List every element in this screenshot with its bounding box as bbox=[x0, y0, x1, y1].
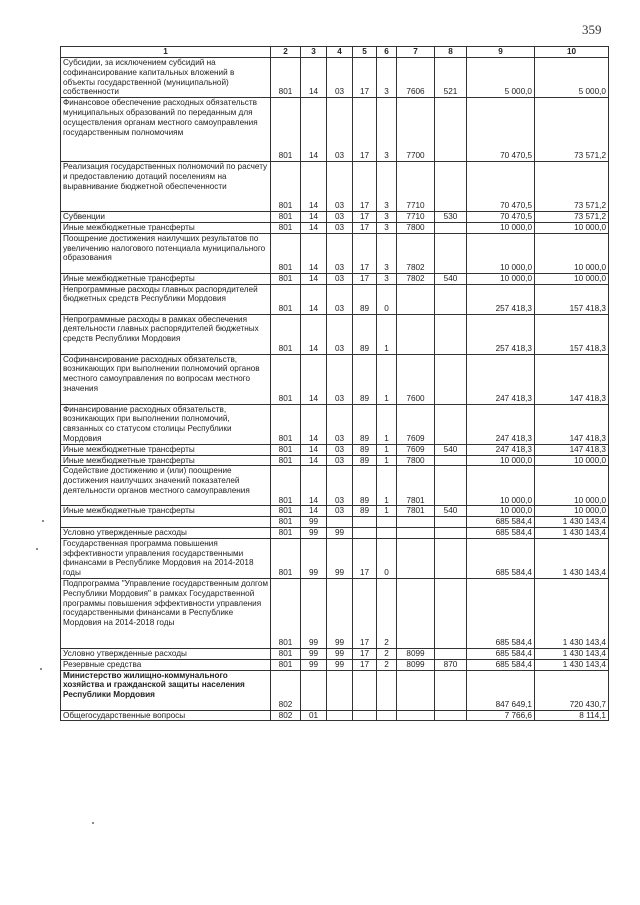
amount-cell: 10 000,0 bbox=[535, 233, 609, 273]
code-cell: 89 bbox=[353, 284, 377, 314]
amount-cell: 10 000,0 bbox=[535, 506, 609, 517]
table-row bbox=[61, 517, 609, 528]
code-cell bbox=[435, 578, 467, 648]
code-cell: 3 bbox=[377, 212, 397, 223]
row-name-cell: Непрограммные расходы главных распорядителей бюджетных средств Республики Мордовия bbox=[61, 284, 271, 314]
code-cell: 801 bbox=[271, 273, 301, 284]
row-name-cell bbox=[61, 517, 271, 528]
code-cell: 0 bbox=[377, 538, 397, 578]
row-name-cell: Непрограммные расходы в рамках обеспечения деятельности главных распорядителей бюджетных средств Республики Мордовия bbox=[61, 314, 271, 354]
code-cell bbox=[435, 222, 467, 233]
table-row bbox=[61, 233, 609, 273]
code-cell: 0 bbox=[377, 284, 397, 314]
row-name-cell: Иные межбюджетные трансферты bbox=[61, 273, 271, 284]
code-cell: 03 bbox=[327, 455, 353, 466]
code-cell: 03 bbox=[327, 222, 353, 233]
row-name-cell: Государственная программа повышения эффективности управления государственными финансами в Республике Мордовия на 2014-2018 годы bbox=[61, 538, 271, 578]
table-row bbox=[61, 648, 609, 659]
code-cell: 99 bbox=[301, 527, 327, 538]
table-row bbox=[61, 212, 609, 223]
code-cell: 3 bbox=[377, 273, 397, 284]
code-cell: 802 bbox=[271, 670, 301, 710]
table-row bbox=[61, 455, 609, 466]
code-cell: 17 bbox=[353, 659, 377, 670]
column-header: 2 bbox=[271, 47, 301, 58]
code-cell: 89 bbox=[353, 404, 377, 444]
amount-cell: 157 418,3 bbox=[535, 284, 609, 314]
code-cell: 1 bbox=[377, 404, 397, 444]
code-cell: 8099 bbox=[397, 659, 435, 670]
code-cell: 530 bbox=[435, 212, 467, 223]
amount-cell: 10 000,0 bbox=[535, 222, 609, 233]
amount-cell: 1 430 143,4 bbox=[535, 648, 609, 659]
code-cell bbox=[435, 670, 467, 710]
row-name-cell: Содействие достижению и (или) поощрение достижения наилучших значений показателей деятельности органов местного самоуправления bbox=[61, 466, 271, 506]
code-cell: 3 bbox=[377, 233, 397, 273]
code-cell: 1 bbox=[377, 314, 397, 354]
row-name-cell: Финансирование расходных обязательств, возникающих при выполнении полномочий, связанных со статусом столицы Республики Мордовия bbox=[61, 404, 271, 444]
code-cell bbox=[377, 670, 397, 710]
code-cell bbox=[435, 466, 467, 506]
row-name-cell: Финансовое обеспечение расходных обязательств муниципальных образований по переданным для осуществления органам местного самоуправления государственным полномочиям bbox=[61, 98, 271, 162]
code-cell: 14 bbox=[301, 273, 327, 284]
code-cell: 540 bbox=[435, 444, 467, 455]
row-name-cell: Подпрограмма "Управление государственным долгом Республики Мордовия" в рамках Государственной программы повышения эффективности управления государственными финансами в Республике Мордовия на 2014-2018 годы bbox=[61, 578, 271, 648]
code-cell: 7606 bbox=[397, 58, 435, 98]
code-cell: 99 bbox=[301, 659, 327, 670]
code-cell: 99 bbox=[301, 578, 327, 648]
code-cell: 801 bbox=[271, 284, 301, 314]
code-cell: 89 bbox=[353, 506, 377, 517]
amount-cell: 685 584,4 bbox=[467, 517, 535, 528]
code-cell: 7801 bbox=[397, 466, 435, 506]
table-row bbox=[61, 670, 609, 710]
code-cell: 14 bbox=[301, 284, 327, 314]
code-cell: 03 bbox=[327, 58, 353, 98]
code-cell: 01 bbox=[301, 710, 327, 721]
amount-cell: 10 000,0 bbox=[467, 455, 535, 466]
amount-cell: 70 470,5 bbox=[467, 162, 535, 212]
row-name-cell: Иные межбюджетные трансферты bbox=[61, 222, 271, 233]
code-cell: 870 bbox=[435, 659, 467, 670]
code-cell: 3 bbox=[377, 222, 397, 233]
row-name-cell: Софинансирование расходных обязательств, возникающих при выполнении полномочий органов местного самоуправления по вопросам местного значения bbox=[61, 354, 271, 404]
code-cell: 17 bbox=[353, 233, 377, 273]
amount-cell: 10 000,0 bbox=[467, 233, 535, 273]
column-header: 4 bbox=[327, 47, 353, 58]
table-row bbox=[61, 58, 609, 98]
code-cell: 7802 bbox=[397, 233, 435, 273]
code-cell: 801 bbox=[271, 538, 301, 578]
code-cell bbox=[353, 527, 377, 538]
code-cell: 03 bbox=[327, 233, 353, 273]
amount-cell: 247 418,3 bbox=[467, 404, 535, 444]
code-cell: 801 bbox=[271, 162, 301, 212]
code-cell: 3 bbox=[377, 162, 397, 212]
code-cell bbox=[435, 314, 467, 354]
code-cell: 3 bbox=[377, 98, 397, 162]
code-cell: 17 bbox=[353, 578, 377, 648]
code-cell: 8099 bbox=[397, 648, 435, 659]
amount-cell: 10 000,0 bbox=[535, 466, 609, 506]
table-row bbox=[61, 444, 609, 455]
scan-speck bbox=[42, 520, 44, 522]
table-row bbox=[61, 98, 609, 162]
code-cell: 14 bbox=[301, 506, 327, 517]
code-cell: 7801 bbox=[397, 506, 435, 517]
code-cell: 17 bbox=[353, 538, 377, 578]
amount-cell: 10 000,0 bbox=[467, 273, 535, 284]
row-name-cell: Министерство жилищно-коммунального хозяйства и гражданской защиты населения Республики Мордовия bbox=[61, 670, 271, 710]
code-cell bbox=[397, 710, 435, 721]
code-cell bbox=[327, 517, 353, 528]
code-cell bbox=[301, 670, 327, 710]
code-cell: 17 bbox=[353, 273, 377, 284]
amount-cell: 685 584,4 bbox=[467, 527, 535, 538]
code-cell: 801 bbox=[271, 222, 301, 233]
code-cell bbox=[377, 710, 397, 721]
code-cell: 540 bbox=[435, 273, 467, 284]
table-row bbox=[61, 538, 609, 578]
code-cell bbox=[435, 284, 467, 314]
code-cell bbox=[435, 233, 467, 273]
code-cell: 1 bbox=[377, 506, 397, 517]
code-cell bbox=[435, 517, 467, 528]
code-cell: 801 bbox=[271, 444, 301, 455]
amount-cell: 685 584,4 bbox=[467, 659, 535, 670]
code-cell: 2 bbox=[377, 648, 397, 659]
amount-cell: 73 571,2 bbox=[535, 162, 609, 212]
amount-cell: 147 418,3 bbox=[535, 404, 609, 444]
code-cell: 801 bbox=[271, 354, 301, 404]
row-name-cell: Условно утвержденные расходы bbox=[61, 527, 271, 538]
code-cell bbox=[377, 517, 397, 528]
amount-cell: 5 000,0 bbox=[535, 58, 609, 98]
code-cell: 99 bbox=[327, 659, 353, 670]
code-cell: 801 bbox=[271, 98, 301, 162]
table-row bbox=[61, 710, 609, 721]
row-name-cell: Общегосударственные вопросы bbox=[61, 710, 271, 721]
amount-cell: 1 430 143,4 bbox=[535, 538, 609, 578]
code-cell: 7600 bbox=[397, 354, 435, 404]
code-cell bbox=[435, 98, 467, 162]
column-header: 6 bbox=[377, 47, 397, 58]
amount-cell: 247 418,3 bbox=[467, 444, 535, 455]
amount-cell: 147 418,3 bbox=[535, 354, 609, 404]
column-header: 8 bbox=[435, 47, 467, 58]
amount-cell: 10 000,0 bbox=[467, 506, 535, 517]
code-cell bbox=[353, 517, 377, 528]
code-cell bbox=[435, 162, 467, 212]
code-cell: 14 bbox=[301, 455, 327, 466]
code-cell: 7800 bbox=[397, 455, 435, 466]
table-row bbox=[61, 162, 609, 212]
row-name-cell: Иные межбюджетные трансферты bbox=[61, 455, 271, 466]
code-cell: 801 bbox=[271, 648, 301, 659]
amount-cell: 73 571,2 bbox=[535, 98, 609, 162]
amount-cell: 7 766,6 bbox=[467, 710, 535, 721]
code-cell: 99 bbox=[301, 538, 327, 578]
code-cell bbox=[353, 670, 377, 710]
code-cell: 14 bbox=[301, 354, 327, 404]
code-cell: 17 bbox=[353, 58, 377, 98]
budget-table-body bbox=[61, 47, 609, 721]
code-cell: 14 bbox=[301, 444, 327, 455]
amount-cell: 685 584,4 bbox=[467, 578, 535, 648]
code-cell: 801 bbox=[271, 212, 301, 223]
code-cell: 7609 bbox=[397, 444, 435, 455]
table-row bbox=[61, 578, 609, 648]
code-cell: 17 bbox=[353, 212, 377, 223]
code-cell: 99 bbox=[301, 517, 327, 528]
code-cell bbox=[353, 710, 377, 721]
amount-cell: 1 430 143,4 bbox=[535, 578, 609, 648]
code-cell: 801 bbox=[271, 233, 301, 273]
code-cell: 1 bbox=[377, 444, 397, 455]
code-cell: 03 bbox=[327, 162, 353, 212]
amount-cell: 10 000,0 bbox=[467, 222, 535, 233]
code-cell bbox=[397, 578, 435, 648]
table-row bbox=[61, 527, 609, 538]
code-cell bbox=[435, 648, 467, 659]
code-cell: 03 bbox=[327, 466, 353, 506]
code-cell: 801 bbox=[271, 517, 301, 528]
code-cell: 7710 bbox=[397, 212, 435, 223]
amount-cell: 70 470,5 bbox=[467, 212, 535, 223]
amount-cell: 847 649,1 bbox=[467, 670, 535, 710]
budget-table bbox=[60, 46, 609, 721]
row-name-cell: Иные межбюджетные трансферты bbox=[61, 444, 271, 455]
row-name-cell: Субсидии, за исключением субсидий на софинансирование капитальных вложений в объекты государственной (муниципальной) собственности bbox=[61, 58, 271, 98]
code-cell: 14 bbox=[301, 222, 327, 233]
code-cell: 801 bbox=[271, 506, 301, 517]
code-cell: 03 bbox=[327, 98, 353, 162]
code-cell: 1 bbox=[377, 466, 397, 506]
code-cell: 7800 bbox=[397, 222, 435, 233]
column-header: 1 bbox=[61, 47, 271, 58]
code-cell: 801 bbox=[271, 314, 301, 354]
amount-cell: 10 000,0 bbox=[535, 273, 609, 284]
code-cell bbox=[377, 527, 397, 538]
code-cell bbox=[435, 354, 467, 404]
code-cell bbox=[327, 710, 353, 721]
code-cell bbox=[327, 670, 353, 710]
amount-cell: 1 430 143,4 bbox=[535, 659, 609, 670]
code-cell bbox=[397, 314, 435, 354]
code-cell: 03 bbox=[327, 212, 353, 223]
amount-cell: 8 114,1 bbox=[535, 710, 609, 721]
code-cell: 03 bbox=[327, 404, 353, 444]
amount-cell: 1 430 143,4 bbox=[535, 527, 609, 538]
code-cell bbox=[397, 670, 435, 710]
code-cell: 17 bbox=[353, 648, 377, 659]
amount-cell: 157 418,3 bbox=[535, 314, 609, 354]
code-cell: 99 bbox=[327, 527, 353, 538]
code-cell: 2 bbox=[377, 578, 397, 648]
amount-cell: 257 418,3 bbox=[467, 284, 535, 314]
scan-speck bbox=[40, 668, 42, 670]
code-cell: 14 bbox=[301, 212, 327, 223]
amount-cell: 685 584,4 bbox=[467, 538, 535, 578]
row-name-cell: Реализация государственных полномочий по расчету и предоставлению дотаций поселениям на выравнивание бюджетной обеспеченности bbox=[61, 162, 271, 212]
page-number: 359 bbox=[582, 22, 602, 37]
table-row bbox=[61, 314, 609, 354]
table-header-row bbox=[61, 47, 609, 58]
column-header: 9 bbox=[467, 47, 535, 58]
code-cell: 801 bbox=[271, 455, 301, 466]
code-cell bbox=[435, 710, 467, 721]
amount-cell: 685 584,4 bbox=[467, 648, 535, 659]
code-cell: 14 bbox=[301, 404, 327, 444]
amount-cell: 720 430,7 bbox=[535, 670, 609, 710]
code-cell: 89 bbox=[353, 444, 377, 455]
code-cell bbox=[397, 538, 435, 578]
amount-cell: 10 000,0 bbox=[535, 455, 609, 466]
table-row bbox=[61, 222, 609, 233]
column-header: 7 bbox=[397, 47, 435, 58]
code-cell: 03 bbox=[327, 284, 353, 314]
code-cell: 540 bbox=[435, 506, 467, 517]
table-row bbox=[61, 273, 609, 284]
code-cell: 14 bbox=[301, 58, 327, 98]
code-cell: 89 bbox=[353, 455, 377, 466]
code-cell: 3 bbox=[377, 58, 397, 98]
code-cell: 89 bbox=[353, 354, 377, 404]
code-cell: 17 bbox=[353, 222, 377, 233]
table-row bbox=[61, 659, 609, 670]
amount-cell: 257 418,3 bbox=[467, 314, 535, 354]
code-cell: 801 bbox=[271, 404, 301, 444]
amount-cell: 5 000,0 bbox=[467, 58, 535, 98]
code-cell: 1 bbox=[377, 455, 397, 466]
code-cell: 1 bbox=[377, 354, 397, 404]
code-cell bbox=[435, 404, 467, 444]
scan-speck bbox=[92, 822, 94, 824]
row-name-cell: Иные межбюджетные трансферты bbox=[61, 506, 271, 517]
code-cell: 99 bbox=[301, 648, 327, 659]
code-cell: 801 bbox=[271, 578, 301, 648]
code-cell: 802 bbox=[271, 710, 301, 721]
code-cell: 801 bbox=[271, 527, 301, 538]
code-cell: 03 bbox=[327, 354, 353, 404]
code-cell: 14 bbox=[301, 314, 327, 354]
code-cell: 7710 bbox=[397, 162, 435, 212]
amount-cell: 247 418,3 bbox=[467, 354, 535, 404]
scan-speck bbox=[36, 548, 38, 550]
table-row bbox=[61, 506, 609, 517]
code-cell: 03 bbox=[327, 273, 353, 284]
code-cell bbox=[397, 517, 435, 528]
code-cell: 17 bbox=[353, 98, 377, 162]
code-cell: 99 bbox=[327, 578, 353, 648]
code-cell: 03 bbox=[327, 506, 353, 517]
code-cell: 03 bbox=[327, 314, 353, 354]
code-cell: 14 bbox=[301, 162, 327, 212]
amount-cell: 70 470,5 bbox=[467, 98, 535, 162]
amount-cell: 73 571,2 bbox=[535, 212, 609, 223]
code-cell: 89 bbox=[353, 314, 377, 354]
code-cell: 17 bbox=[353, 162, 377, 212]
code-cell: 14 bbox=[301, 98, 327, 162]
row-name-cell: Субвенции bbox=[61, 212, 271, 223]
column-header: 5 bbox=[353, 47, 377, 58]
code-cell: 99 bbox=[327, 538, 353, 578]
row-name-cell: Условно утвержденные расходы bbox=[61, 648, 271, 659]
amount-cell: 147 418,3 bbox=[535, 444, 609, 455]
code-cell: 521 bbox=[435, 58, 467, 98]
code-cell: 7700 bbox=[397, 98, 435, 162]
code-cell bbox=[435, 538, 467, 578]
code-cell: 99 bbox=[327, 648, 353, 659]
table-row bbox=[61, 466, 609, 506]
column-header: 3 bbox=[301, 47, 327, 58]
amount-cell: 1 430 143,4 bbox=[535, 517, 609, 528]
code-cell bbox=[397, 284, 435, 314]
table-row bbox=[61, 354, 609, 404]
code-cell: 14 bbox=[301, 233, 327, 273]
code-cell: 14 bbox=[301, 466, 327, 506]
code-cell bbox=[435, 527, 467, 538]
amount-cell: 10 000,0 bbox=[467, 466, 535, 506]
row-name-cell: Поощрение достижения наилучших результатов по увеличению налогового потенциала муниципального образования bbox=[61, 233, 271, 273]
column-header: 10 bbox=[535, 47, 609, 58]
code-cell: 2 bbox=[377, 659, 397, 670]
code-cell: 03 bbox=[327, 444, 353, 455]
code-cell: 801 bbox=[271, 58, 301, 98]
code-cell: 7802 bbox=[397, 273, 435, 284]
budget-table-container bbox=[60, 46, 608, 721]
code-cell: 801 bbox=[271, 466, 301, 506]
code-cell: 89 bbox=[353, 466, 377, 506]
row-name-cell: Резервные средства bbox=[61, 659, 271, 670]
code-cell: 801 bbox=[271, 659, 301, 670]
code-cell bbox=[397, 527, 435, 538]
table-row bbox=[61, 284, 609, 314]
table-row bbox=[61, 404, 609, 444]
code-cell bbox=[435, 455, 467, 466]
code-cell: 7609 bbox=[397, 404, 435, 444]
